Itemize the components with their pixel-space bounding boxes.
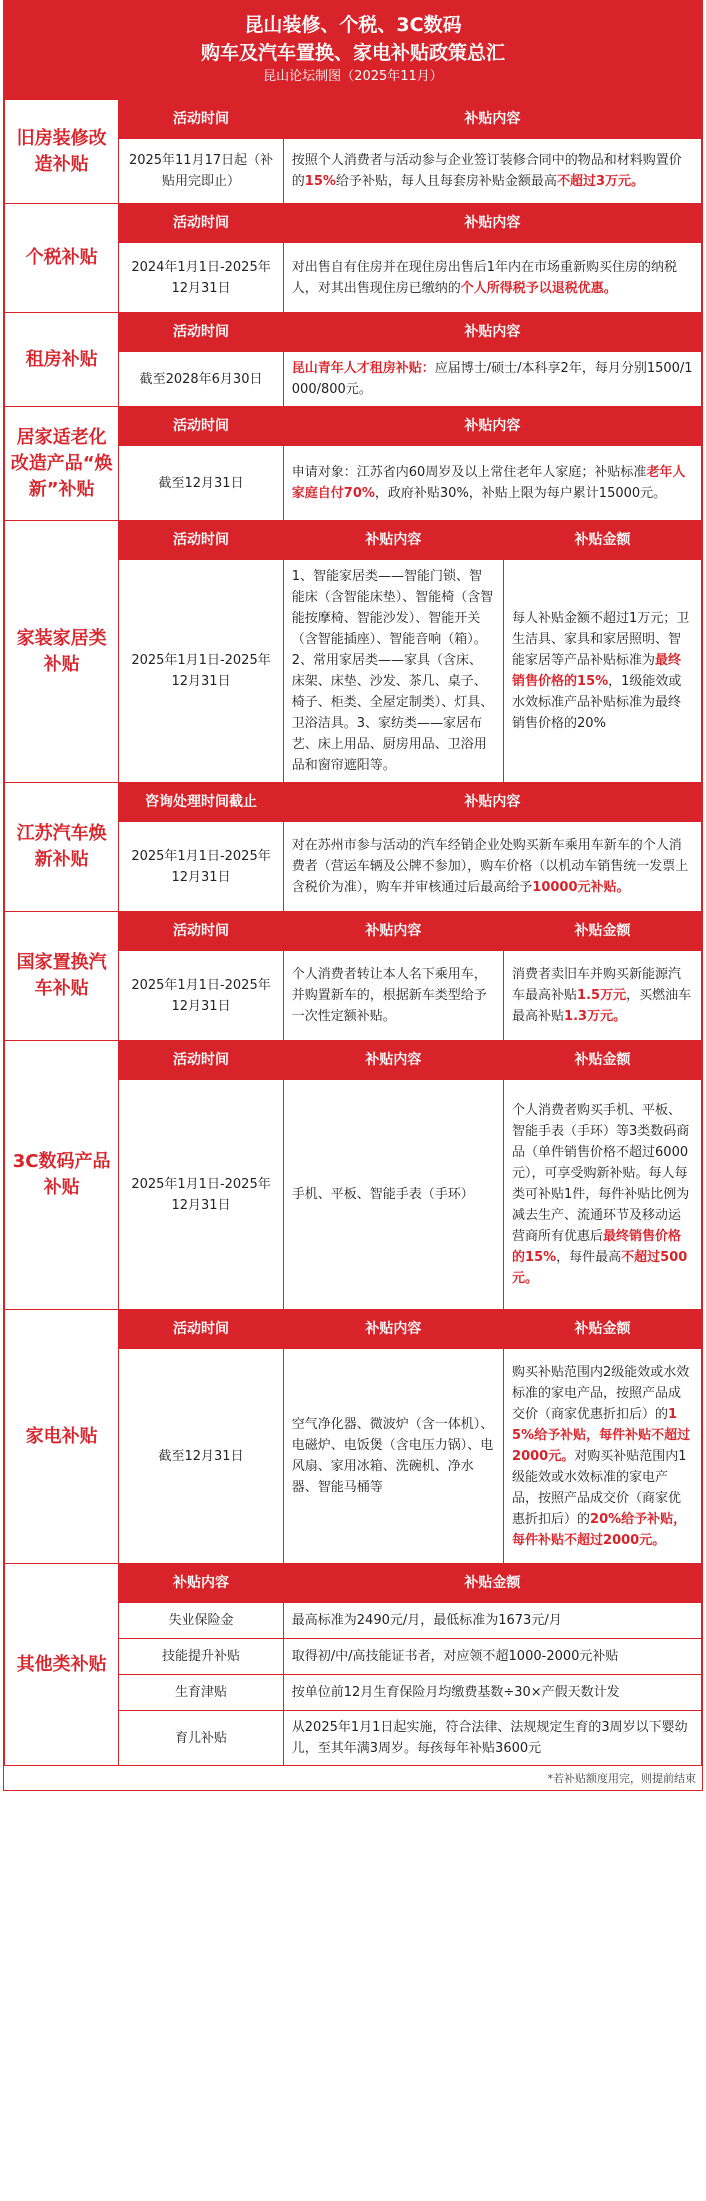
tax-content: 对出售自有住房并在现住房出售后1年内在市场重新购买住房的纳税人，对其出售现住房已缴纳的个人所得税予以退税优惠。 xyxy=(283,243,701,313)
page-header xyxy=(4,1,702,99)
header-consult-deadline: 咨询处理时间截止 xyxy=(119,783,283,822)
header-subsidy-amount: 补贴金额 xyxy=(283,1564,701,1603)
header-activity-time: 活动时间 xyxy=(119,1041,283,1080)
others-amount: 最高标准为2490元/月，最低标准为1673元/月 xyxy=(283,1603,701,1639)
header-subsidy-amount: 补贴金额 xyxy=(504,521,702,560)
category-appliance: 家电补贴 xyxy=(5,1310,119,1564)
page-title-line1: 昆山装修、个税、3C数码 xyxy=(244,14,462,36)
others-amount: 取得初/中/高技能证书者，对应领不超1000-2000元补贴 xyxy=(283,1639,701,1675)
header-subsidy-amount: 补贴金额 xyxy=(504,1041,702,1080)
header-subsidy-content: 补贴内容 xyxy=(283,100,701,139)
old-house-content: 按照个人消费者与活动参与企业签订装修合同中的物品和材料购置价的15%给予补贴，每人且每套房补贴金额最高不超过3万元。 xyxy=(283,139,701,204)
header-subsidy-content: 补贴内容 xyxy=(283,1310,503,1349)
policy-summary xyxy=(3,0,703,1791)
car-renew-content: 对在苏州市参与活动的汽车经销企业处购买新车乘用车新车的个人消费者（营运车辆及公牌不参加），购车价格（以机动车销售统一发票上含税价为准），购车并审核通过后最高给予10000元补贴。 xyxy=(283,822,701,912)
car-renew-time: 2025年1月1日-2025年12月31日 xyxy=(119,822,283,912)
others-amount: 从2025年1月1日起实施，符合法律、法规规定生育的3周岁以下婴幼儿，至其年满3周岁。每孩每年补贴3600元 xyxy=(283,1711,701,1766)
category-car-replace: 国家置换汽车补贴 xyxy=(5,912,119,1041)
header-subsidy-content: 补贴内容 xyxy=(283,912,503,951)
category-old-house: 旧房装修改造补贴 xyxy=(5,100,119,204)
car-replace-time: 2025年1月1日-2025年12月31日 xyxy=(119,951,283,1041)
policy-table xyxy=(4,99,702,1766)
header-activity-time: 活动时间 xyxy=(119,313,283,352)
category-others: 其他类补贴 xyxy=(5,1564,119,1766)
footer-note: *若补贴额度用完，则提前结束 xyxy=(547,1772,696,1785)
category-elderly: 居家适老化改造产品“焕新”补贴 xyxy=(5,407,119,521)
tax-time: 2024年1月1日-2025年12月31日 xyxy=(119,243,283,313)
elderly-time: 截至12月31日 xyxy=(119,446,283,521)
others-item: 失业保险金 xyxy=(119,1603,283,1639)
header-activity-time: 活动时间 xyxy=(119,407,283,446)
car-replace-amount: 消费者卖旧车并购买新能源汽车最高补贴1.5万元，买燃油车最高补贴1.3万元。 xyxy=(504,951,702,1041)
appliance-amount: 购买补贴范围内2级能效或水效标准的家电产品，按照产品成交价（商家优惠折扣后）的15%给予补贴，每件补贴不超过2000元。对购买补贴范围内1级能效或水效标准的家电产品，按照产品成交价（商家优惠折扣后）的20%给予补贴，每件补贴不超过2000元。 xyxy=(504,1349,702,1564)
digital-amount: 个人消费者购买手机、平板、智能手表（手环）等3类数码商品（单件销售价格不超过6000元），可享受购新补贴。每人每类可补贴1件，每件补贴比例为减去生产、流通环节及移动运营商所有优惠后最终销售价格的15%，每件最高不超过500元。 xyxy=(504,1080,702,1310)
others-amount: 按单位前12月生育保险月均缴费基数÷30×产假天数计发 xyxy=(283,1675,701,1711)
header-subsidy-content: 补贴内容 xyxy=(283,407,701,446)
digital-content: 手机、平板、智能手表（手环） xyxy=(283,1080,503,1310)
category-digital: 3C数码产品补贴 xyxy=(5,1041,119,1310)
header-activity-time: 活动时间 xyxy=(119,100,283,139)
header-subsidy-content: 补贴内容 xyxy=(283,1041,503,1080)
page-title-line2: 购车及汽车置换、家电补贴政策总汇 xyxy=(200,42,505,64)
furniture-time: 2025年1月1日-2025年12月31日 xyxy=(119,560,283,783)
others-item: 育儿补贴 xyxy=(119,1711,283,1766)
rent-time: 截至2028年6月30日 xyxy=(119,352,283,407)
header-subsidy-amount: 补贴金额 xyxy=(504,912,702,951)
header-subsidy-content: 补贴内容 xyxy=(283,783,701,822)
rent-content: 昆山青年人才租房补贴：应届博士/硕士/本科享2年，每月分别1500/1000/800元。 xyxy=(283,352,701,407)
furniture-content: 1、智能家居类——智能门锁、智能床（含智能床垫）、智能椅（含智能按摩椅、智能沙发）、智能开关（含智能插座）、智能音响（箱）。2、常用家居类——家具（含床、床架、床垫、沙发、茶几、桌子、椅子、柜类、全屋定制类）、灯具、卫浴洁具。3、家纺类——家居布艺、床上用品、厨房用品、卫浴用品和窗帘遮阳等。 xyxy=(283,560,503,783)
category-furniture: 家装家居类补贴 xyxy=(5,521,119,783)
others-item: 技能提升补贴 xyxy=(119,1639,283,1675)
header-subsidy-content: 补贴内容 xyxy=(283,204,701,243)
header-subsidy-content: 补贴内容 xyxy=(283,521,503,560)
header-subsidy-content: 补贴内容 xyxy=(283,313,701,352)
digital-time: 2025年1月1日-2025年12月31日 xyxy=(119,1080,283,1310)
car-replace-content: 个人消费者转让本人名下乘用车，并购置新车的，根据新车类型给予一次性定额补贴。 xyxy=(283,951,503,1041)
header-activity-time: 活动时间 xyxy=(119,1310,283,1349)
header-activity-time: 活动时间 xyxy=(119,204,283,243)
header-subsidy-content: 补贴内容 xyxy=(119,1564,283,1603)
old-house-time: 2025年11月17日起（补贴用完即止） xyxy=(119,139,283,204)
page-subtitle: 昆山论坛制图（2025年11月） xyxy=(263,69,443,84)
header-subsidy-amount: 补贴金额 xyxy=(504,1310,702,1349)
header-activity-time: 活动时间 xyxy=(119,521,283,560)
appliance-content: 空气净化器、微波炉（含一体机）、电磁炉、电饭煲（含电压力锅）、电风扇、家用冰箱、洗碗机、净水器、智能马桶等 xyxy=(283,1349,503,1564)
header-activity-time: 活动时间 xyxy=(119,912,283,951)
appliance-time: 截至12月31日 xyxy=(119,1349,283,1564)
category-car-renew: 江苏汽车焕新补贴 xyxy=(5,783,119,912)
category-rent: 租房补贴 xyxy=(5,313,119,407)
furniture-amount: 每人补贴金额不超过1万元；卫生洁具、家具和家居照明、智能家居等产品补贴标准为最终销售价格的15%，1级能效或水效标准产品补贴标准为最终销售价格的20% xyxy=(504,560,702,783)
others-item: 生育津贴 xyxy=(119,1675,283,1711)
category-tax: 个税补贴 xyxy=(5,204,119,313)
elderly-content: 申请对象：江苏省内60周岁及以上常住老年人家庭；补贴标准老年人家庭自付70%，政府补贴30%，补贴上限为每户累计15000元。 xyxy=(283,446,701,521)
